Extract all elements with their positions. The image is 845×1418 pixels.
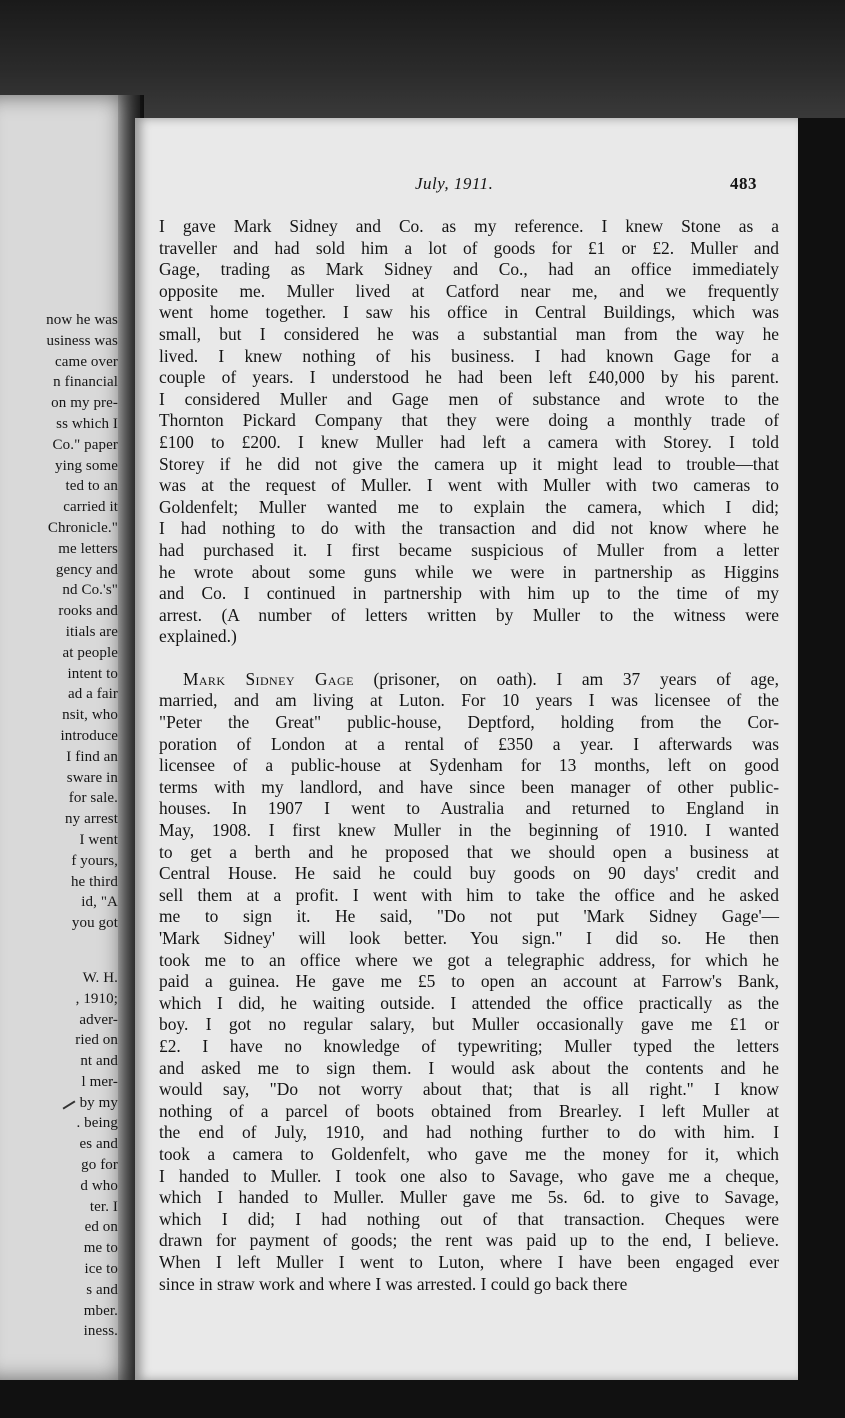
text-line: took me to an office where we got a telegraphic address, for which he <box>159 949 779 970</box>
facing-page-line <box>0 934 118 968</box>
facing-page-line: rooks and <box>58 603 118 620</box>
text-line: which I did; I had nothing out of that transaction. Cheques were <box>159 1208 779 1229</box>
facing-page-line: ried on <box>75 1032 118 1049</box>
facing-page-line: usiness was <box>46 332 118 349</box>
text-line: "Peter the Great" public-house, Deptford, holding from the Cor- <box>159 712 779 733</box>
text-line: opposite me. Muller lived at Catford near me, and we frequently <box>159 280 779 301</box>
facing-page-line: nsit, who <box>62 707 118 724</box>
text-line: took a camera to Goldenfelt, who gave me the money for it, which <box>159 1143 779 1164</box>
facing-page-line: introduce <box>60 727 118 744</box>
text-line-rest: (prisoner, on oath). I am 37 years of age, <box>353 668 779 689</box>
facing-page-line: adver- <box>79 1011 118 1028</box>
text-line: terms with my landlord, and have since been manager of other public- <box>159 776 779 797</box>
facing-page-line: he third <box>70 873 118 890</box>
text-line: arrest. (A number of letters written by Muller to the witness were <box>159 604 779 625</box>
facing-page-line: iness. <box>83 1323 118 1340</box>
scan-right-border <box>798 118 845 1380</box>
facing-page-line: you got <box>71 915 118 932</box>
text-line: lived. I knew nothing of his business. I had known Gage for a <box>159 345 779 366</box>
text-line: Central House. He said he could buy goods on 90 days' credit and <box>159 863 779 884</box>
facing-page-line: go for <box>81 1157 118 1174</box>
text-line: I gave Mark Sidney and Co. as my reference. I knew Stone as a <box>159 216 779 236</box>
facing-page-line: came over <box>55 353 118 370</box>
text-line: 'Mark Sidney' will look better. You sign." I did so. He then <box>159 928 779 948</box>
facing-page-line: sware in <box>66 769 118 786</box>
facing-page-line: d who <box>80 1177 118 1194</box>
text-line: licensee of a public-house at Sydenham for 13 months, left on good <box>159 755 779 776</box>
facing-page-line: me to <box>83 1240 118 1257</box>
text-line: to get a berth and he proposed that we should open a business at <box>159 841 779 862</box>
text-line: May, 1908. I first knew Muller in the beginning of 1910. I wanted <box>159 820 779 841</box>
facing-page-line: Chronicle." <box>47 519 118 536</box>
facing-page-line: mber. <box>83 1302 118 1319</box>
facing-page-line: f yours, <box>71 852 118 869</box>
facing-page-line: , 1910; <box>75 990 118 1007</box>
facing-page-line: me letters <box>58 540 118 557</box>
text-line: £2. I have no knowledge of typewriting; Muller typed the letters <box>159 1035 779 1056</box>
facing-page-line: I went <box>79 831 118 848</box>
text-line: would say, "Do not worry about that; that is all right." I know <box>159 1079 779 1100</box>
text-line: and Co. I continued in partnership with him up to the time of my <box>159 583 779 604</box>
facing-page-line: for sale. <box>68 790 118 807</box>
page-header <box>135 174 798 198</box>
text-line: and asked me to sign them. I would ask about the contents and he <box>159 1057 779 1078</box>
text-line: explained.) <box>159 626 237 647</box>
text-line: poration of London at a rental of £350 a year. I afterwards was <box>159 733 779 754</box>
facing-page-line: es and <box>79 1136 118 1153</box>
facing-page-line: ted to an <box>65 478 118 495</box>
facing-page-line: nt and <box>80 1053 118 1070</box>
text-line: he wrote about some guns while we were in partnership as Higgins <box>159 561 779 582</box>
facing-page-line: intent to <box>67 665 118 682</box>
text-line: Thornton Pickard Company that they were doing a monthly trade of <box>159 410 779 431</box>
facing-page-line: l mer- <box>81 1073 118 1090</box>
facing-page-line: n financial <box>53 374 118 391</box>
facing-page-line: ny arrest <box>65 811 118 828</box>
text-line: boy. I got no regular salary, but Muller occasionally gave me £1 or <box>159 1014 779 1035</box>
facing-page-line: now he was <box>46 312 118 328</box>
facing-page-text <box>0 310 118 1342</box>
facing-page-line: by my <box>79 1094 118 1111</box>
facing-page-line: . being <box>76 1115 118 1132</box>
running-head: July, 1911. <box>415 174 494 193</box>
scan-bottom-border <box>0 1380 845 1418</box>
facing-page-line: ter. I <box>89 1198 118 1215</box>
facing-page-line: carried it <box>63 499 118 516</box>
page-number: 483 <box>730 174 757 193</box>
facing-page-line: ed on <box>84 1219 118 1236</box>
facing-page-line: Co." paper <box>52 436 118 453</box>
facing-page-line: ice to <box>84 1261 118 1278</box>
text-line: I considered Muller and Gage men of substance and wrote to the <box>159 388 779 409</box>
text-line: was at the request of Muller. I went with Muller with two cameras to <box>159 475 779 496</box>
body-text <box>159 216 779 1295</box>
paragraph-witness-testimony <box>159 216 779 648</box>
text-line: nothing of a parcel of boots obtained from Brearley. I left Muller at <box>159 1100 779 1121</box>
text-line: couple of years. I understood he had been left £40,000 by his parent. <box>159 367 779 388</box>
text-line: I handed to Muller. I took one also to Savage, who gave me a cheque, <box>159 1165 779 1186</box>
text-line: I had nothing to do with the transaction and did not know where he <box>159 518 779 539</box>
text-line: me to sign it. He said, "Do not put 'Mark Sidney Gage'— <box>159 906 779 927</box>
paragraph-gage-testimony <box>159 669 779 1295</box>
text-line: married, and am living at Luton. For 10 years I was licensee of the <box>159 690 779 711</box>
facing-page-line: on my pre- <box>51 395 118 412</box>
speaker-name: Mark Sidney Gage <box>183 668 354 689</box>
facing-page-line: gency and <box>55 561 118 578</box>
text-line: went home together. I saw his office in Central Buildings, which was <box>159 302 779 323</box>
text-line: drawn for payment of goods; the rent was paid up to the end, I believe. <box>159 1230 779 1251</box>
text-line: paid a guinea. He gave me £5 to open an account at Farrow's Bank, <box>159 971 779 992</box>
facing-page-line: ad a fair <box>67 686 118 703</box>
text-line: since in straw work and where I was arrested. I could go back there <box>159 1273 628 1294</box>
text-line <box>159 669 779 691</box>
text-line: houses. In 1907 I went to Australia and returned to England in <box>159 798 779 819</box>
text-line: which I handed to Muller. Muller gave me 5s. 6d. to give to Savage, <box>159 1187 779 1208</box>
facing-page-line: ss which I <box>56 415 118 432</box>
text-line: Gage, trading as Mark Sidney and Co., had an office immediately <box>159 259 779 280</box>
facing-page-line: nd Co.'s" <box>62 582 118 599</box>
text-line: traveller and had sold him a lot of goods for £1 or £2. Muller and <box>159 237 779 258</box>
facing-page-line: ying some <box>55 457 118 474</box>
text-line: small, but I considered he was a substantial man from the way he <box>159 323 779 344</box>
facing-page-line: id, "A <box>81 894 118 911</box>
text-line: had purchased it. I first became suspicious of Muller from a letter <box>159 539 779 560</box>
text-line: When I left Muller I went to Luton, where I have been engaged ever <box>159 1251 779 1272</box>
text-line: Storey if he did not give the camera up it might lead to trouble—that <box>159 453 779 474</box>
text-line: sell them at a profit. I went with him to take the office and he asked <box>159 884 779 905</box>
facing-page-line: I find an <box>66 748 118 765</box>
text-line: which I did, he waiting outside. I attended the office practically as the <box>159 992 779 1013</box>
facing-page-line: W. H. <box>82 969 118 986</box>
facing-page-line: at people <box>62 644 118 661</box>
text-line: Goldenfelt; Muller wanted me to explain the camera, which I did; <box>159 496 779 517</box>
facing-page-line: s and <box>86 1281 118 1298</box>
text-line: £100 to £200. I knew Muller had left a camera with Storey. I told <box>159 431 779 452</box>
facing-page-line: itials are <box>65 623 118 640</box>
text-line: the end of July, 1910, and had nothing further to do with him. I <box>159 1122 779 1143</box>
